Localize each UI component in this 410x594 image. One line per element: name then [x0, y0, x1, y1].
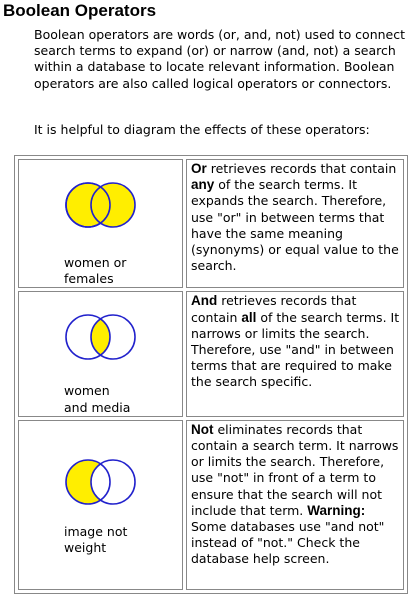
operator-keyword: Not	[191, 421, 214, 437]
table-row	[18, 291, 404, 416]
helper-paragraph: It is helpful to diagram the effects of these operators:	[34, 122, 370, 137]
example-caption: women or females	[64, 255, 127, 287]
description-cell: Not eliminates records that contain a search term. It narrows or limits the search. Therefore, use "not" in front of a term to ensure that the search will not include that term. Warning: Some databases use "and not" instead of "not." Check the database help screen.	[186, 420, 404, 590]
description-cell: And retrieves records that contain all of the search terms. It narrows or limits the search. Therefore, use "and" in between terms that are required to make the search specific.	[186, 291, 404, 416]
operator-keyword: And	[191, 293, 218, 309]
diagram-cell	[18, 159, 183, 288]
diagram-cell	[18, 291, 183, 416]
venn-union-icon	[61, 177, 141, 233]
venn-intersection-icon	[61, 309, 141, 365]
example-caption: women and media	[64, 383, 131, 415]
table-row	[18, 420, 404, 590]
emphasis-word: any	[191, 177, 215, 193]
page-title: Boolean Operators	[3, 1, 157, 20]
diagram-cell	[18, 420, 183, 590]
operators-table	[14, 155, 408, 594]
emphasis-word: Warning:	[307, 502, 366, 518]
operator-keyword: Or	[191, 161, 207, 176]
description-cell: Or retrieves records that contain any of the search terms. It expands the search. Therefore, use "or" in between terms that have the same meaning (synonyms) or equal value to the search.	[186, 159, 404, 288]
intro-paragraph: Boolean operators are words (or, and, not) used to connect search terms to expand (or) or narrow (and, not) a search within a database to locate relevant information. Boolean operators are also called logical operators or connectors.	[34, 27, 406, 91]
table-row	[18, 159, 404, 288]
emphasis-word: all	[241, 309, 257, 325]
example-caption: image not weight	[64, 523, 128, 556]
venn-difference-icon	[61, 454, 141, 510]
